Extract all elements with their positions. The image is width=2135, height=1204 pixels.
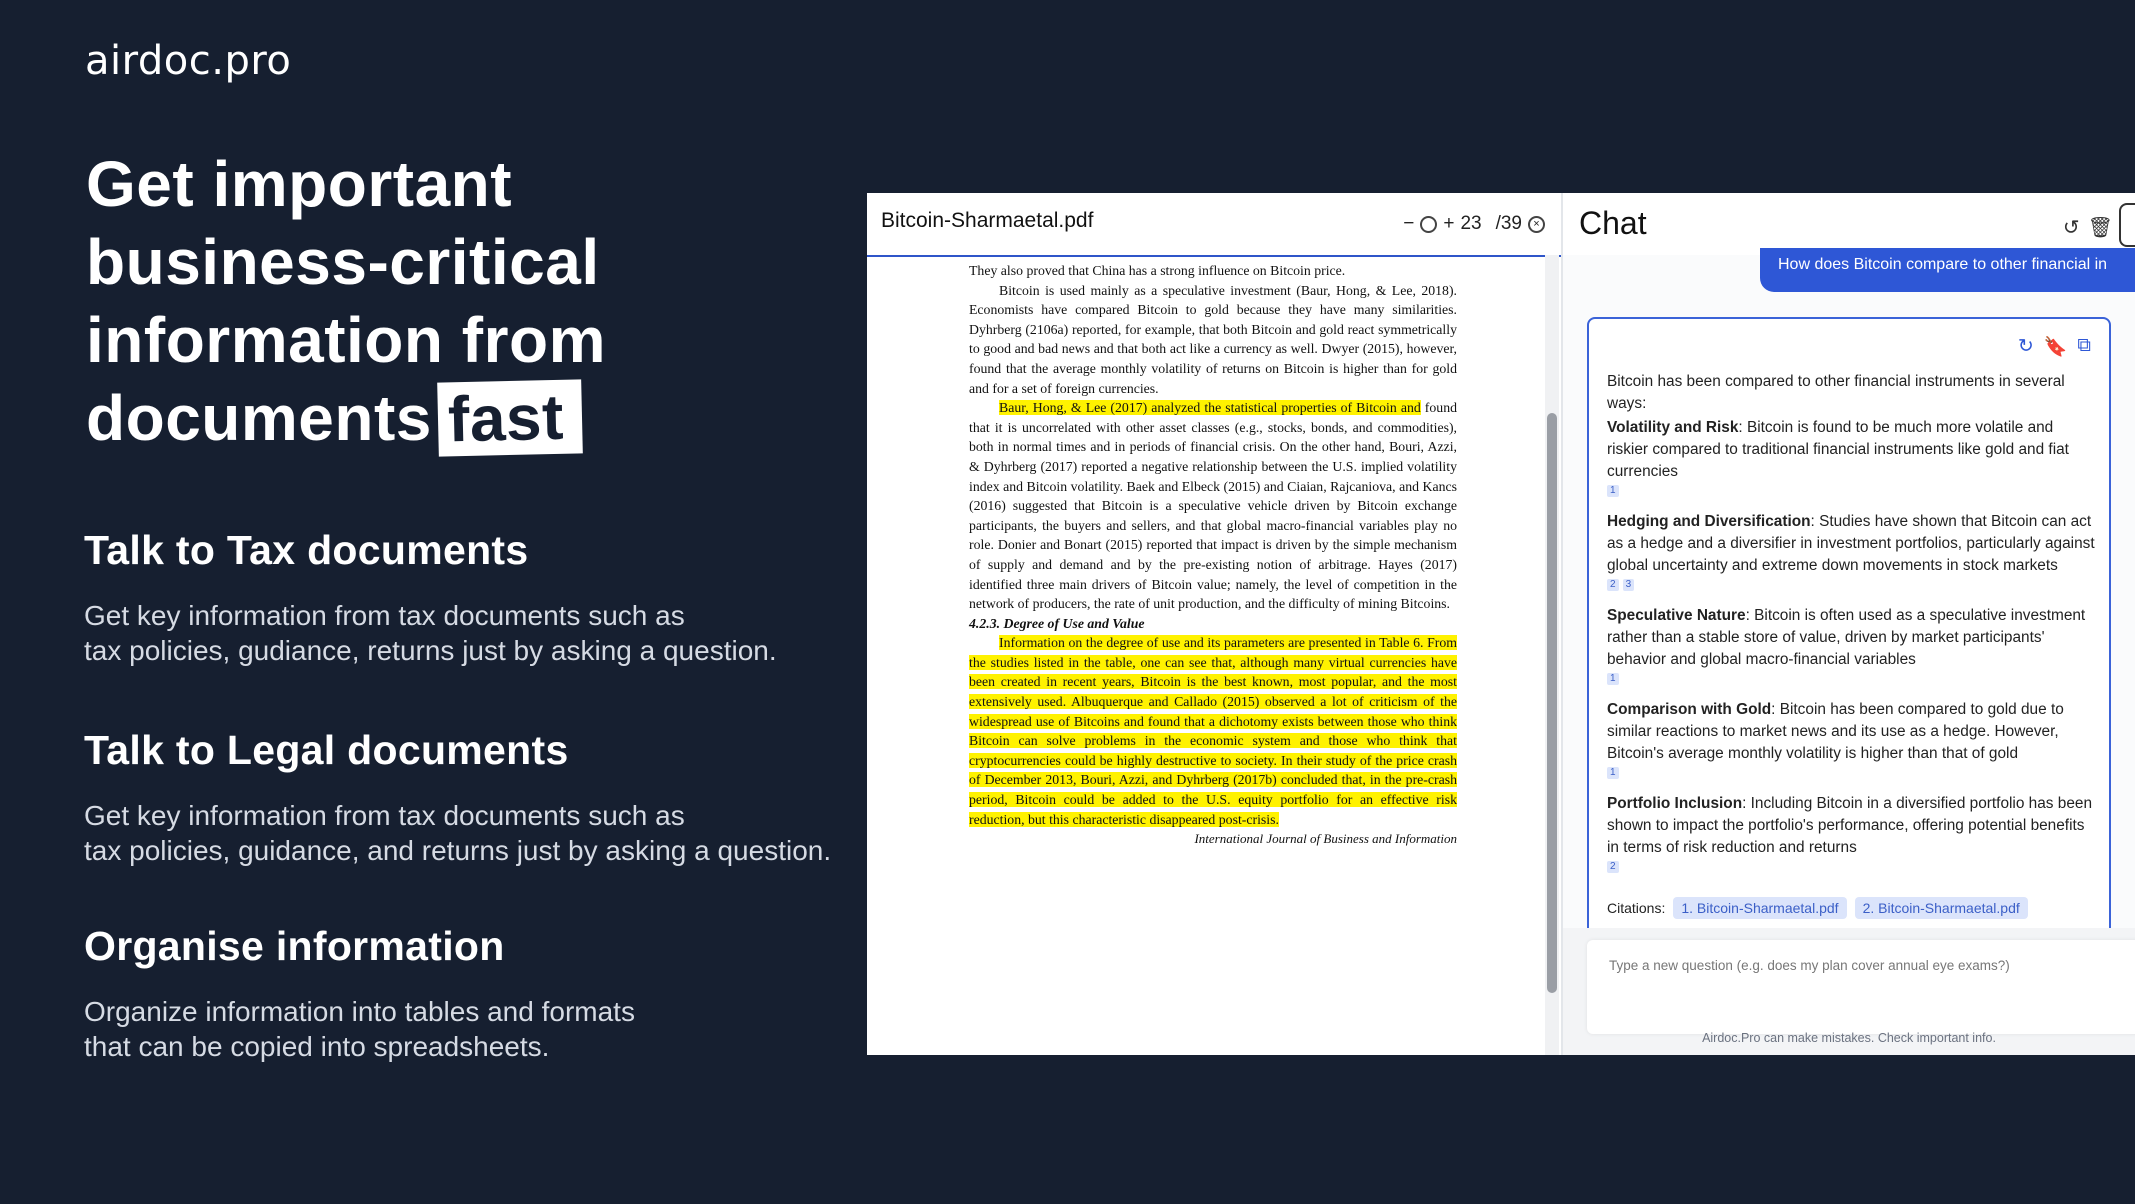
answer-item-term: Volatility and Risk — [1607, 419, 1739, 436]
zoom-in-button[interactable]: + — [1443, 213, 1455, 234]
reset-icon[interactable]: ↺ — [2062, 217, 2080, 239]
app-window — [867, 193, 2135, 1055]
feature-desc: Get key information from tax documents such as — [84, 800, 685, 831]
brand-logo: airdoc.pro — [85, 38, 292, 84]
citation-marker[interactable]: 3 — [1623, 579, 1635, 591]
zoom-reset-icon[interactable] — [1420, 216, 1437, 233]
answer-item — [1607, 699, 2095, 765]
citations-label: Citations: — [1607, 900, 1666, 916]
pdf-paragraph: They also proved that China has a strong influence on Bitcoin price. — [969, 263, 1346, 278]
trash-icon[interactable]: 🗑 — [2087, 217, 2113, 239]
user-question-bubble: How does Bitcoin compare to other financial in — [1760, 248, 2135, 292]
disclaimer-text: Airdoc.Pro can make mistakes. Check important info. — [1702, 1031, 1996, 1045]
pdf-subheading: 4.2.3. Degree of Use and Value — [969, 615, 1145, 631]
hero-line: Get important — [86, 148, 513, 220]
answer-item — [1607, 605, 2095, 671]
hero-heading — [86, 145, 606, 457]
page-number-input[interactable]: 23 — [1460, 213, 1482, 234]
answer-item-term: Hedging and Diversification — [1607, 513, 1811, 530]
answer-item-term: Portfolio Inclusion — [1607, 795, 1743, 812]
pdf-paragraph — [969, 398, 1457, 614]
pdf-footer: International Journal of Business and Information — [1194, 831, 1457, 847]
close-icon[interactable]: × — [1528, 216, 1545, 233]
page-total: /39 — [1495, 213, 1522, 234]
answer-item — [1607, 417, 2095, 483]
citations-row — [1607, 897, 2028, 919]
citation-marker[interactable]: 2 — [1607, 861, 1619, 873]
feature-desc: that can be copied into spreadsheets. — [84, 1031, 550, 1062]
hero-line: business-critical — [86, 226, 600, 298]
feature-tax — [84, 527, 884, 668]
copy-icon[interactable]: ⧉ — [2077, 335, 2091, 356]
pdf-highlight: Baur, Hong, & Lee (2017) analyzed the statistical properties of Bitcoin and — [999, 400, 1421, 416]
hero-line: information from — [86, 304, 606, 376]
pdf-paragraph — [969, 633, 1457, 829]
answer-item — [1607, 793, 2095, 859]
chat-title: Chat — [1579, 205, 1647, 241]
feature-legal — [84, 727, 884, 868]
answer-item-term: Speculative Nature — [1607, 607, 1746, 624]
chat-header — [1563, 193, 2135, 255]
feature-desc: Get key information from tax documents such as — [84, 600, 685, 631]
pdf-filename: Bitcoin-Sharmaetal.pdf — [881, 209, 1094, 232]
answer-item-text: : Bitcoin is often used as a speculative investment rather than a stable store of value, driven by market participants' behavior and global macro-financial variables — [1607, 607, 2086, 668]
citation-marker[interactable]: 1 — [1607, 767, 1619, 779]
answer-item-term: Comparison with Gold — [1607, 701, 1772, 718]
pdf-page-content — [969, 261, 1457, 849]
feature-title: Organise information — [84, 923, 505, 969]
pdf-paragraph: Bitcoin is used mainly as a speculative investment (Baur, Hong, & Lee, 2018). Economists have compared Bitcoin to gold because they have many similarities. Dyhrberg (2106a) reported, for example, that both Bitcoin and gold react symmetrically to good and bad news and that both act like a currency as well. Dwyer (2015), however, found that the average monthly volatility of returns on Bitcoin is higher than for gold and for a set of foreign currencies. — [969, 282, 1457, 396]
pdf-scrollbar-thumb[interactable] — [1547, 413, 1557, 993]
citation-chip[interactable]: 1. Bitcoin-Sharmaetal.pdf — [1673, 897, 1846, 919]
feature-desc: tax policies, guidance, and returns just by asking a question. — [84, 835, 832, 866]
answer-intro: Bitcoin has been compared to other financial instruments in several ways: — [1607, 373, 2065, 412]
bookmark-icon[interactable]: 🔖 — [2043, 337, 2068, 358]
feature-title: Talk to Legal documents — [84, 727, 569, 773]
answer-item — [1607, 511, 2095, 577]
citation-chip[interactable]: 2. Bitcoin-Sharmaetal.pdf — [1855, 897, 2028, 919]
citation-marker[interactable]: 2 — [1607, 579, 1619, 591]
answer-item-text: : Including Bitcoin in a diversified portfolio has been shown to impact the portfolio's performance, offering potential benefits in terms of risk reduction and returns — [1607, 795, 2093, 856]
feature-desc: Organize information into tables and formats — [84, 996, 635, 1027]
question-input[interactable]: Type a new question (e.g. does my plan cover annual eye exams?) — [1587, 940, 2135, 1034]
feature-title: Talk to Tax documents — [84, 527, 529, 573]
regenerate-icon[interactable]: ↻ — [2017, 336, 2034, 357]
panel-toggle-button[interactable] — [2119, 203, 2135, 247]
pdf-viewer — [867, 193, 1563, 1055]
citation-marker[interactable]: 1 — [1607, 485, 1619, 497]
answer-card — [1587, 317, 2111, 937]
pdf-highlight: Information on the degree of use and its parameters are presented in Table 6. From the studies listed in the table, one can see that, although many virtual currencies have been created in recent years, Bitcoin is the best known, most popular, and the most extensively used. Albuquerque and Callado (2015) observed a lot of criticism of the widespread use of Bitcoins and found that a dichotomy exists between those who think Bitcoin can solve problems in the economic system and those who think that cryptocurrencies could be highly destructive to society. In their study of the price crash of December 2013, Bouri, Azzi, and Dyhrberg (2017b) concluded that, in the pre-crash period, Bitcoin could be added to the U.S. equity portfolio for an effective risk reduction, but this characteristic disappeared post-crisis. — [969, 635, 1457, 827]
citation-marker[interactable]: 1 — [1607, 673, 1619, 685]
answer-item-text: : Bitcoin is found to be much more volatile and riskier compared to traditional financial instruments like gold and fiat currencies — [1607, 419, 2069, 480]
feature-organise — [84, 923, 884, 1064]
pdf-toolbar — [867, 193, 1561, 257]
pdf-text: found that it is uncorrelated with other asset classes (e.g., stocks, bonds, and commodities), both in normal times and in periods of financial crisis. On the other hand, Bouri, Azzi, & Dyhrberg (2017) reported a negative relationship between the U.S. implied volatility index and Bitcoin volatility. Baek and Elbeck (2015) and Ciaian, Rajcaniova, and Kancs (2016) suggested that Bitcoin is a speculative vehicle driven by Bitcoin exchange participants, the buyers and sellers, and that global macro-financial variables play no role. Donier and Bonart (2015) reported that impact is driven by the simple mechanism of supply and demand and by the pre-existing notion of arbitrage. Hayes (2017) identified three main drivers of Bitcoin value; namely, the level of competition in the network of producers, the rate of unit production, and the difficulty of mining Bitcoins. — [969, 400, 1457, 612]
answer-item-text: : Bitcoin has been compared to gold due to similar reactions to market news and its use as a hedge. However, Bitcoin's average monthly volatility is higher than that of gold — [1607, 701, 2064, 762]
hero-highlight: fast — [437, 379, 582, 456]
feature-desc: tax policies, gudiance, returns just by asking a question. — [84, 635, 777, 666]
zoom-out-button[interactable]: − — [1403, 213, 1415, 234]
answer-item-text: : Studies have shown that Bitcoin can act as a hedge and a diversifier in investment portfolios, particularly against global uncertainty and extreme down movements in stock markets — [1607, 513, 2095, 574]
chat-panel — [1563, 193, 2135, 1055]
hero-line: documents — [86, 382, 432, 454]
answer-text — [1607, 371, 2095, 887]
